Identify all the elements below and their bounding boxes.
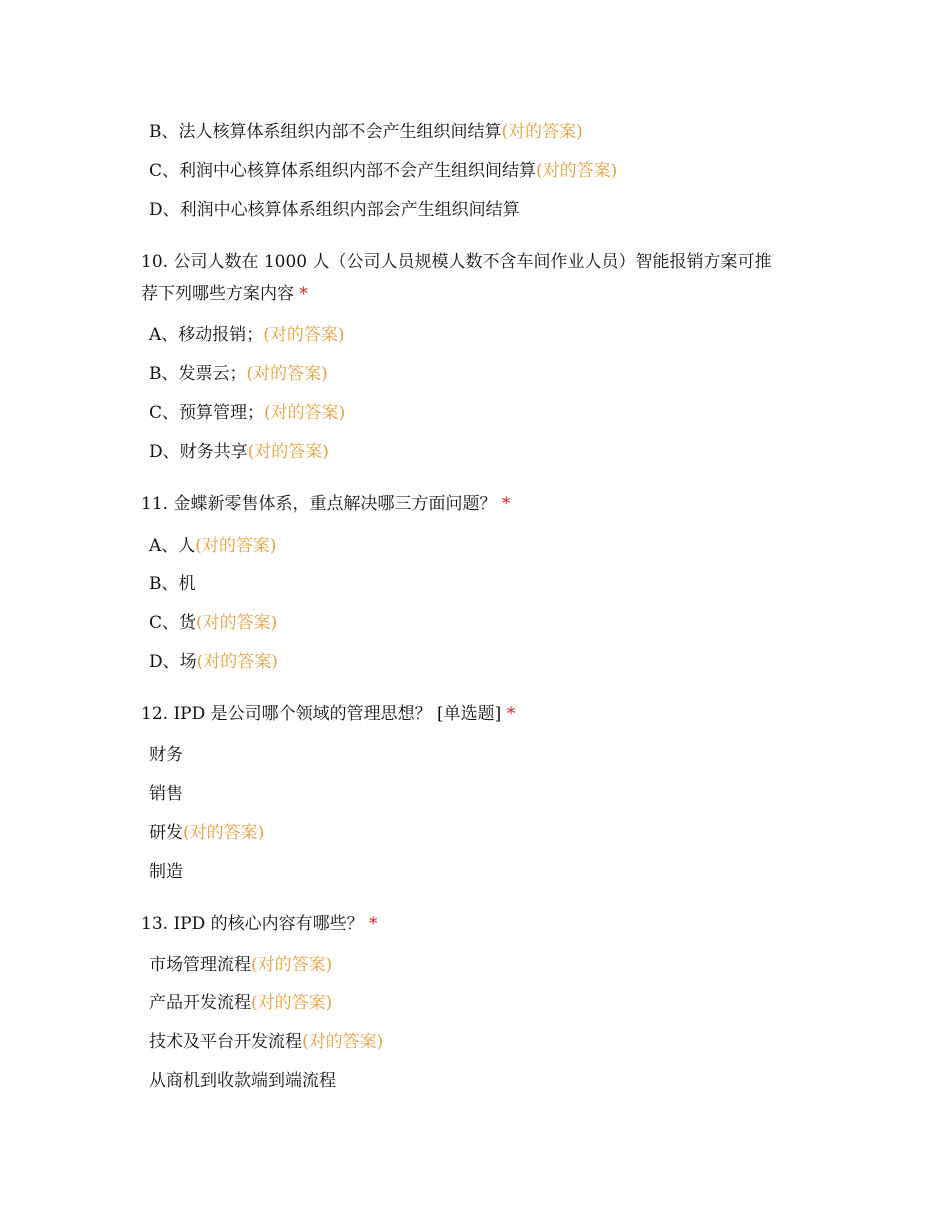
- q12-option-2: 销售: [149, 784, 183, 804]
- correct-answer-tag: (对的答案): [264, 403, 346, 423]
- required-mark: *: [501, 494, 511, 514]
- q10-option-c: C、预算管理；(对的答案): [149, 403, 346, 423]
- correct-answer-tag: (对的答案): [302, 1032, 384, 1052]
- q9-option-d: D、利润中心核算体系组织内部会产生组织间结算: [149, 200, 520, 220]
- q12-option-4: 制造: [149, 862, 183, 882]
- q11-title: 11. 金蝶新零售体系，重点解决哪三方面问题？ *: [141, 494, 511, 514]
- q9-option-c: C、利润中心核算体系组织内部不会产生组织间结算(对的答案): [149, 161, 618, 181]
- correct-answer-tag: (对的答案): [251, 993, 333, 1013]
- correct-answer-tag: (对的答案): [501, 122, 583, 142]
- q13-option-1: 市场管理流程(对的答案): [149, 955, 333, 975]
- correct-answer-tag: (对的答案): [263, 325, 345, 345]
- q12-option-1: 财务: [149, 745, 183, 765]
- q12-option-3: 研发(对的答案): [149, 823, 265, 843]
- q13-option-4: 从商机到收款端到端流程: [149, 1071, 336, 1091]
- required-mark: *: [369, 914, 378, 934]
- q10-title-line2: 荐下列哪些方案内容 *: [141, 284, 308, 304]
- q13-title: 13. IPD 的核心内容有哪些？ *: [141, 914, 378, 934]
- q10-option-b: B、发票云；(对的答案): [149, 364, 328, 384]
- q11-option-b: B、机: [149, 574, 196, 594]
- q10-option-a: A、移动报销；(对的答案): [149, 325, 345, 345]
- q10-title-line1: 10. 公司人数在 1000 人（公司人员规模人数不含车间作业人员）智能报销方案可推: [141, 252, 772, 272]
- correct-answer-tag: (对的答案): [536, 161, 618, 181]
- correct-answer-tag: (对的答案): [247, 442, 329, 462]
- q12-title: 12. IPD 是公司哪个领域的管理思想？ [单选题] *: [141, 704, 516, 724]
- q10-option-d: D、财务共享(对的答案): [149, 442, 329, 462]
- q11-option-a: A、人(对的答案): [149, 536, 277, 556]
- required-mark: *: [299, 284, 308, 304]
- required-mark: *: [506, 704, 516, 724]
- q11-option-d: D、场(对的答案): [149, 652, 278, 672]
- correct-answer-tag: (对的答案): [196, 652, 278, 672]
- q13-option-3: 技术及平台开发流程(对的答案): [149, 1032, 384, 1052]
- correct-answer-tag: (对的答案): [183, 823, 265, 843]
- q11-option-c: C、货(对的答案): [149, 613, 278, 633]
- correct-answer-tag: (对的答案): [195, 536, 277, 556]
- q13-option-2: 产品开发流程(对的答案): [149, 993, 333, 1013]
- correct-answer-tag: (对的答案): [246, 364, 328, 384]
- correct-answer-tag: (对的答案): [251, 955, 333, 975]
- q9-option-b: B、法人核算体系组织内部不会产生组织间结算(对的答案): [149, 122, 583, 142]
- correct-answer-tag: (对的答案): [196, 613, 278, 633]
